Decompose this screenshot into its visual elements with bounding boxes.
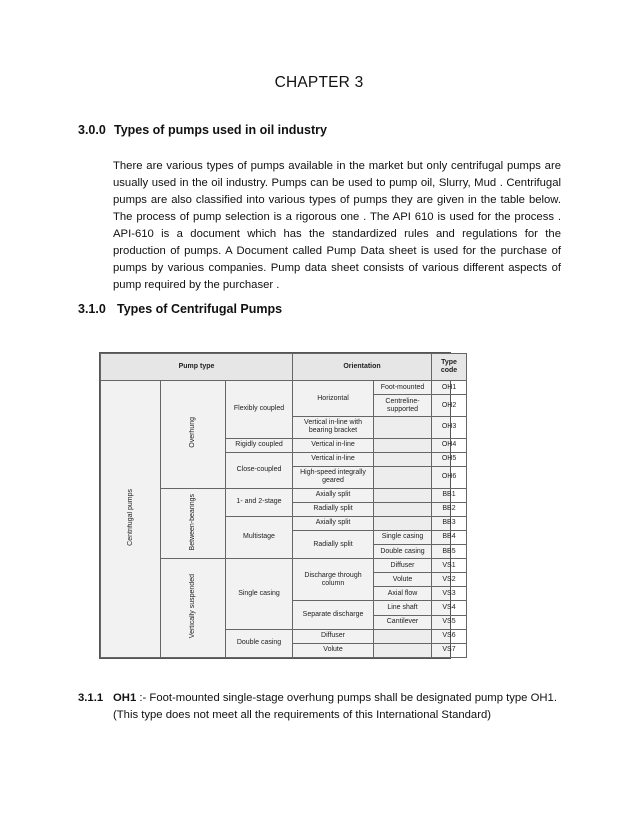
item-code: OH1: [113, 692, 137, 704]
cell-empty: [374, 438, 432, 452]
pump-types-table: [99, 352, 458, 659]
item-body: [113, 690, 583, 724]
code-bb2: BB2: [432, 502, 467, 516]
section-heading-3-1-0: [78, 302, 282, 316]
cell-vertical-inline: Vertical in-line: [293, 452, 374, 466]
cell-flexibly-coupled: Flexibly coupled: [226, 381, 293, 439]
cell-double-casing: Double casing: [374, 545, 432, 559]
cell-horizontal: Horizontal: [293, 381, 374, 417]
cell-volute: Volute: [293, 643, 374, 657]
cell-empty: [374, 452, 432, 466]
code-oh3: OH3: [432, 416, 467, 438]
group-centrifugal: Centrifugal pumps: [101, 381, 161, 658]
cell-axially-split: Axially split: [293, 516, 374, 530]
cell-empty: [374, 516, 432, 530]
chapter-title: CHAPTER 3: [274, 74, 364, 91]
cell-radially-split: Radially split: [293, 530, 374, 558]
header-pump-type: Pump type: [101, 354, 293, 381]
code-vs3: VS3: [432, 587, 467, 601]
cell-diffuser: Diffuser: [374, 559, 432, 573]
cell-empty: [374, 416, 432, 438]
code-bb4: BB4: [432, 530, 467, 544]
code-oh5: OH5: [432, 452, 467, 466]
code-oh2: OH2: [432, 395, 467, 417]
intro-paragraph: There are various types of pumps available in the market but only centrifugal pumps are usually used in the oil industry. Pumps can be used to pump oil, Slurry, Mud . Centrifugal pumps are also classified into various types of pumps they are given in the table below. The process of pump selection is a rigorous one . The API 610 is used for the process . API-610 is a document which has the standardized rules and regulations for the production of pumps. A Document called Pump Data sheet is used for the purchase of pumps by various companies. Pump data sheet consists of various different aspects of pump required by the purchaser .: [113, 160, 561, 291]
code-oh4: OH4: [432, 438, 467, 452]
item-text-1: :- Foot-mounted single-stage overhung pumps shall be designated pump type OH1.: [139, 692, 557, 704]
cell-empty: [374, 488, 432, 502]
cell-discharge-through-column: Discharge through column: [293, 559, 374, 601]
section-heading-3-0-0: [78, 123, 327, 137]
code-bb3: BB3: [432, 516, 467, 530]
code-vs1: VS1: [432, 559, 467, 573]
cell-vertical-inline-bearing: Vertical in-line with bearing bracket: [293, 416, 374, 438]
code-vs2: VS2: [432, 573, 467, 587]
cell-vertical-inline: Vertical in-line: [293, 438, 374, 452]
cell-centreline-supported: Centreline-supported: [374, 395, 432, 417]
code-vs7: VS7: [432, 643, 467, 657]
code-vs5: VS5: [432, 615, 467, 629]
item-line-1: [113, 690, 583, 707]
section-number: 3.1.0: [78, 302, 106, 316]
cell-volute: Volute: [374, 573, 432, 587]
code-oh6: OH6: [432, 466, 467, 488]
cell-empty: [374, 643, 432, 657]
cell-high-speed: High-speed integrally geared: [293, 466, 374, 488]
code-vs4: VS4: [432, 601, 467, 615]
cell-one-two-stage: 1- and 2-stage: [226, 488, 293, 516]
cell-separate-discharge: Separate discharge: [293, 601, 374, 629]
cell-single-casing-group: Single casing: [226, 559, 293, 630]
header-type-code: Type code: [432, 354, 467, 381]
cell-diffuser: Diffuser: [293, 629, 374, 643]
cell-single-casing: Single casing: [374, 530, 432, 544]
cell-empty: [374, 502, 432, 516]
cell-empty: [374, 629, 432, 643]
cell-axial-flow: Axial flow: [374, 587, 432, 601]
cell-rigidly-coupled: Rigidly coupled: [226, 438, 293, 452]
group-vertically-suspended: Vertically suspended: [161, 559, 226, 658]
section-title: Types of pumps used in oil industry: [114, 123, 327, 137]
code-oh1: OH1: [432, 381, 467, 395]
item-number: 3.1.1: [78, 692, 104, 704]
cell-axially-split: Axially split: [293, 488, 374, 502]
group-between-bearings: Between-bearings: [161, 488, 226, 559]
section-number: 3.0.0: [78, 123, 106, 137]
cell-multistage: Multistage: [226, 516, 293, 558]
cell-empty: [374, 466, 432, 488]
code-bb1: BB1: [432, 488, 467, 502]
cell-radially-split: Radially split: [293, 502, 374, 516]
cell-cantilever: Cantilever: [374, 615, 432, 629]
cell-double-casing-group: Double casing: [226, 629, 293, 657]
cell-foot-mounted: Foot-mounted: [374, 381, 432, 395]
item-line-2: (This type does not meet all the requirements of this International Standard): [113, 709, 492, 721]
section-title: Types of Centrifugal Pumps: [117, 302, 283, 316]
code-vs6: VS6: [432, 629, 467, 643]
group-overhung: Overhung: [161, 381, 226, 488]
cell-line-shaft: Line shaft: [374, 601, 432, 615]
code-bb5: BB5: [432, 545, 467, 559]
header-orientation: Orientation: [293, 354, 432, 381]
cell-close-coupled: Close-coupled: [226, 452, 293, 488]
